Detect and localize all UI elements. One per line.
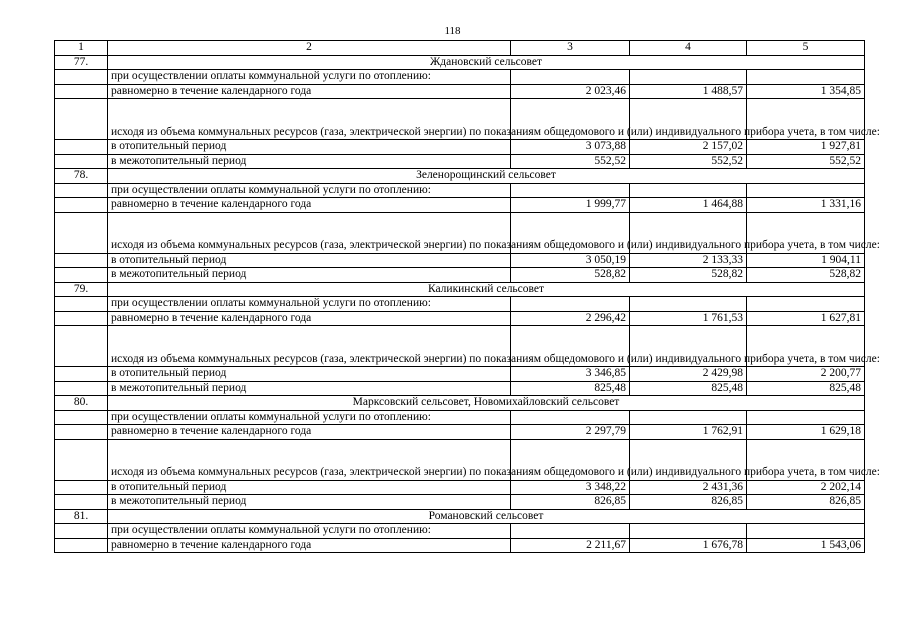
nonheating-row-label: в межотопительный период xyxy=(108,154,511,169)
nonheating-row-value-5: 552,52 xyxy=(747,154,865,169)
volume-label: исходя из объема коммунальных ресурсов (газа, электрической энергии) по показаниям общедомового и (или) индивидуального прибора учета, в том числе: xyxy=(108,99,511,140)
tariff-table xyxy=(54,40,880,553)
heating-row-value-4: 2 429,98 xyxy=(630,367,747,382)
page-number: 118 xyxy=(444,25,461,37)
num-cell-empty xyxy=(55,70,108,85)
empty-value-cell xyxy=(630,183,747,198)
heating-row-label: в отопительный период xyxy=(108,480,511,495)
nonheating-row-label: в межотопительный период xyxy=(108,268,511,283)
nonheating-row xyxy=(55,268,865,283)
uniform-row xyxy=(55,84,865,99)
header-cell-1: 1 xyxy=(55,41,108,56)
empty-value-cell xyxy=(747,297,865,312)
nonheating-row-value-3: 528,82 xyxy=(511,268,630,283)
nonheating-row-value-5: 528,82 xyxy=(747,268,865,283)
num-cell-empty xyxy=(55,410,108,425)
empty-value-cell xyxy=(747,524,865,539)
num-cell-empty xyxy=(55,311,108,326)
nonheating-row-value-5: 825,48 xyxy=(747,381,865,396)
header-cell-5: 5 xyxy=(747,41,865,56)
num-cell-empty xyxy=(55,140,108,155)
heating-row-value-4: 2 431,36 xyxy=(630,480,747,495)
heating-row xyxy=(55,480,865,495)
section-number: 79. xyxy=(55,282,108,297)
intro-label: при осуществлении оплаты коммунальной услуги по отоплению: xyxy=(108,183,511,198)
section-title-row xyxy=(55,282,865,297)
intro-label: при осуществлении оплаты коммунальной услуги по отоплению: xyxy=(108,297,511,312)
nonheating-row-value-4: 552,52 xyxy=(630,154,747,169)
uniform-row-label: равномерно в течение календарного года xyxy=(108,198,511,213)
num-cell-empty xyxy=(55,253,108,268)
nonheating-row-value-4: 826,85 xyxy=(630,495,747,510)
volume-row xyxy=(55,326,865,367)
num-cell-empty xyxy=(55,268,108,283)
section-title: Марксовский сельсовет, Новомихайловский сельсовет xyxy=(108,396,865,411)
num-cell-empty xyxy=(55,425,108,440)
nonheating-row-value-3: 552,52 xyxy=(511,154,630,169)
heating-row xyxy=(55,367,865,382)
num-cell-empty xyxy=(55,439,108,480)
uniform-row-label: равномерно в течение календарного года xyxy=(108,538,511,553)
uniform-row xyxy=(55,198,865,213)
intro-row xyxy=(55,410,865,425)
empty-value-cell xyxy=(511,70,630,85)
heating-row-value-5: 1 927,81 xyxy=(747,140,865,155)
section-title-row xyxy=(55,509,865,524)
heating-row-value-4: 2 157,02 xyxy=(630,140,747,155)
tariff-table-body xyxy=(55,41,880,553)
intro-label: при осуществлении оплаты коммунальной услуги по отоплению: xyxy=(108,410,511,425)
num-cell-empty xyxy=(55,367,108,382)
uniform-row-value-3: 2 023,46 xyxy=(511,84,630,99)
nonheating-row-label: в межотопительный период xyxy=(108,495,511,510)
section-title-row xyxy=(55,169,865,184)
intro-row xyxy=(55,297,865,312)
heating-row-value-3: 3 346,85 xyxy=(511,367,630,382)
num-cell-empty xyxy=(55,99,108,140)
section-title: Каликинский сельсовет xyxy=(108,282,865,297)
heating-row xyxy=(55,253,865,268)
nonheating-row-value-4: 825,48 xyxy=(630,381,747,396)
heating-row-value-5: 2 200,77 xyxy=(747,367,865,382)
nonheating-row-label: в межотопительный период xyxy=(108,381,511,396)
uniform-row-label: равномерно в течение календарного года xyxy=(108,311,511,326)
uniform-row xyxy=(55,538,865,553)
volume-label: исходя из объема коммунальных ресурсов (газа, электрической энергии) по показаниям общедомового и (или) индивидуального прибора учета, в том числе: xyxy=(108,439,511,480)
uniform-row-value-4: 1 676,78 xyxy=(630,538,747,553)
section-number: 78. xyxy=(55,169,108,184)
uniform-row xyxy=(55,425,865,440)
empty-value-cell xyxy=(630,297,747,312)
uniform-row-value-3: 1 999,77 xyxy=(511,198,630,213)
num-cell-empty xyxy=(55,538,108,553)
section-number: 77. xyxy=(55,55,108,70)
empty-value-cell xyxy=(747,70,865,85)
nonheating-row-value-4: 528,82 xyxy=(630,268,747,283)
intro-label: при осуществлении оплаты коммунальной услуги по отоплению: xyxy=(108,524,511,539)
nonheating-row xyxy=(55,495,865,510)
heating-row-value-4: 2 133,33 xyxy=(630,253,747,268)
header-cell-2: 2 xyxy=(108,41,511,56)
intro-row xyxy=(55,524,865,539)
num-cell-empty xyxy=(55,212,108,253)
volume-label: исходя из объема коммунальных ресурсов (газа, электрической энергии) по показаниям общедомового и (или) индивидуального прибора учета, в том числе: xyxy=(108,326,511,367)
volume-row xyxy=(55,212,865,253)
empty-value-cell xyxy=(747,410,865,425)
num-cell-empty xyxy=(55,524,108,539)
num-cell-empty xyxy=(55,84,108,99)
header-cell-4: 4 xyxy=(630,41,747,56)
heating-row-value-5: 1 904,11 xyxy=(747,253,865,268)
uniform-row-value-4: 1 464,88 xyxy=(630,198,747,213)
uniform-row-value-5: 1 354,85 xyxy=(747,84,865,99)
section-title-row xyxy=(55,55,865,70)
uniform-row-value-4: 1 762,91 xyxy=(630,425,747,440)
intro-row xyxy=(55,183,865,198)
nonheating-row xyxy=(55,154,865,169)
volume-label: исходя из объема коммунальных ресурсов (газа, электрической энергии) по показаниям общедомового и (или) индивидуального прибора учета, в том числе: xyxy=(108,212,511,253)
nonheating-row-value-5: 826,85 xyxy=(747,495,865,510)
uniform-row-value-4: 1 488,57 xyxy=(630,84,747,99)
empty-value-cell xyxy=(511,297,630,312)
num-cell-empty xyxy=(55,480,108,495)
num-cell-empty xyxy=(55,198,108,213)
heating-row-value-3: 3 050,19 xyxy=(511,253,630,268)
uniform-row-value-4: 1 761,53 xyxy=(630,311,747,326)
heating-row-label: в отопительный период xyxy=(108,140,511,155)
num-cell-empty xyxy=(55,381,108,396)
num-cell-empty xyxy=(55,154,108,169)
heating-row-value-5: 2 202,14 xyxy=(747,480,865,495)
nonheating-row-value-3: 825,48 xyxy=(511,381,630,396)
section-title: Романовский сельсовет xyxy=(108,509,865,524)
heating-row-label: в отопительный период xyxy=(108,367,511,382)
uniform-row-label: равномерно в течение календарного года xyxy=(108,425,511,440)
uniform-row-label: равномерно в течение календарного года xyxy=(108,84,511,99)
empty-value-cell xyxy=(630,70,747,85)
uniform-row xyxy=(55,311,865,326)
empty-value-cell xyxy=(511,524,630,539)
intro-row xyxy=(55,70,865,85)
uniform-row-value-5: 1 331,16 xyxy=(747,198,865,213)
header-cell-3: 3 xyxy=(511,41,630,56)
volume-row xyxy=(55,99,865,140)
num-cell-empty xyxy=(55,297,108,312)
uniform-row-value-5: 1 627,81 xyxy=(747,311,865,326)
heating-row-label: в отопительный период xyxy=(108,253,511,268)
uniform-row-value-3: 2 297,79 xyxy=(511,425,630,440)
nonheating-row xyxy=(55,381,865,396)
empty-value-cell xyxy=(747,183,865,198)
uniform-row-value-3: 2 296,42 xyxy=(511,311,630,326)
nonheating-row-value-3: 826,85 xyxy=(511,495,630,510)
uniform-row-value-3: 2 211,67 xyxy=(511,538,630,553)
section-number: 81. xyxy=(55,509,108,524)
num-cell-empty xyxy=(55,326,108,367)
empty-value-cell xyxy=(630,524,747,539)
section-number: 80. xyxy=(55,396,108,411)
empty-value-cell xyxy=(511,410,630,425)
empty-value-cell xyxy=(511,183,630,198)
num-cell-empty xyxy=(55,495,108,510)
uniform-row-value-5: 1 629,18 xyxy=(747,425,865,440)
uniform-row-value-5: 1 543,06 xyxy=(747,538,865,553)
section-title: Зеленорощинский сельсовет xyxy=(108,169,865,184)
num-cell-empty xyxy=(55,183,108,198)
volume-row xyxy=(55,439,865,480)
heating-row xyxy=(55,140,865,155)
heating-row-value-3: 3 073,88 xyxy=(511,140,630,155)
section-title: Ждановский сельсовет xyxy=(108,55,865,70)
heating-row-value-3: 3 348,22 xyxy=(511,480,630,495)
section-title-row xyxy=(55,396,865,411)
intro-label: при осуществлении оплаты коммунальной услуги по отоплению: xyxy=(108,70,511,85)
header-row xyxy=(55,41,865,56)
empty-value-cell xyxy=(630,410,747,425)
